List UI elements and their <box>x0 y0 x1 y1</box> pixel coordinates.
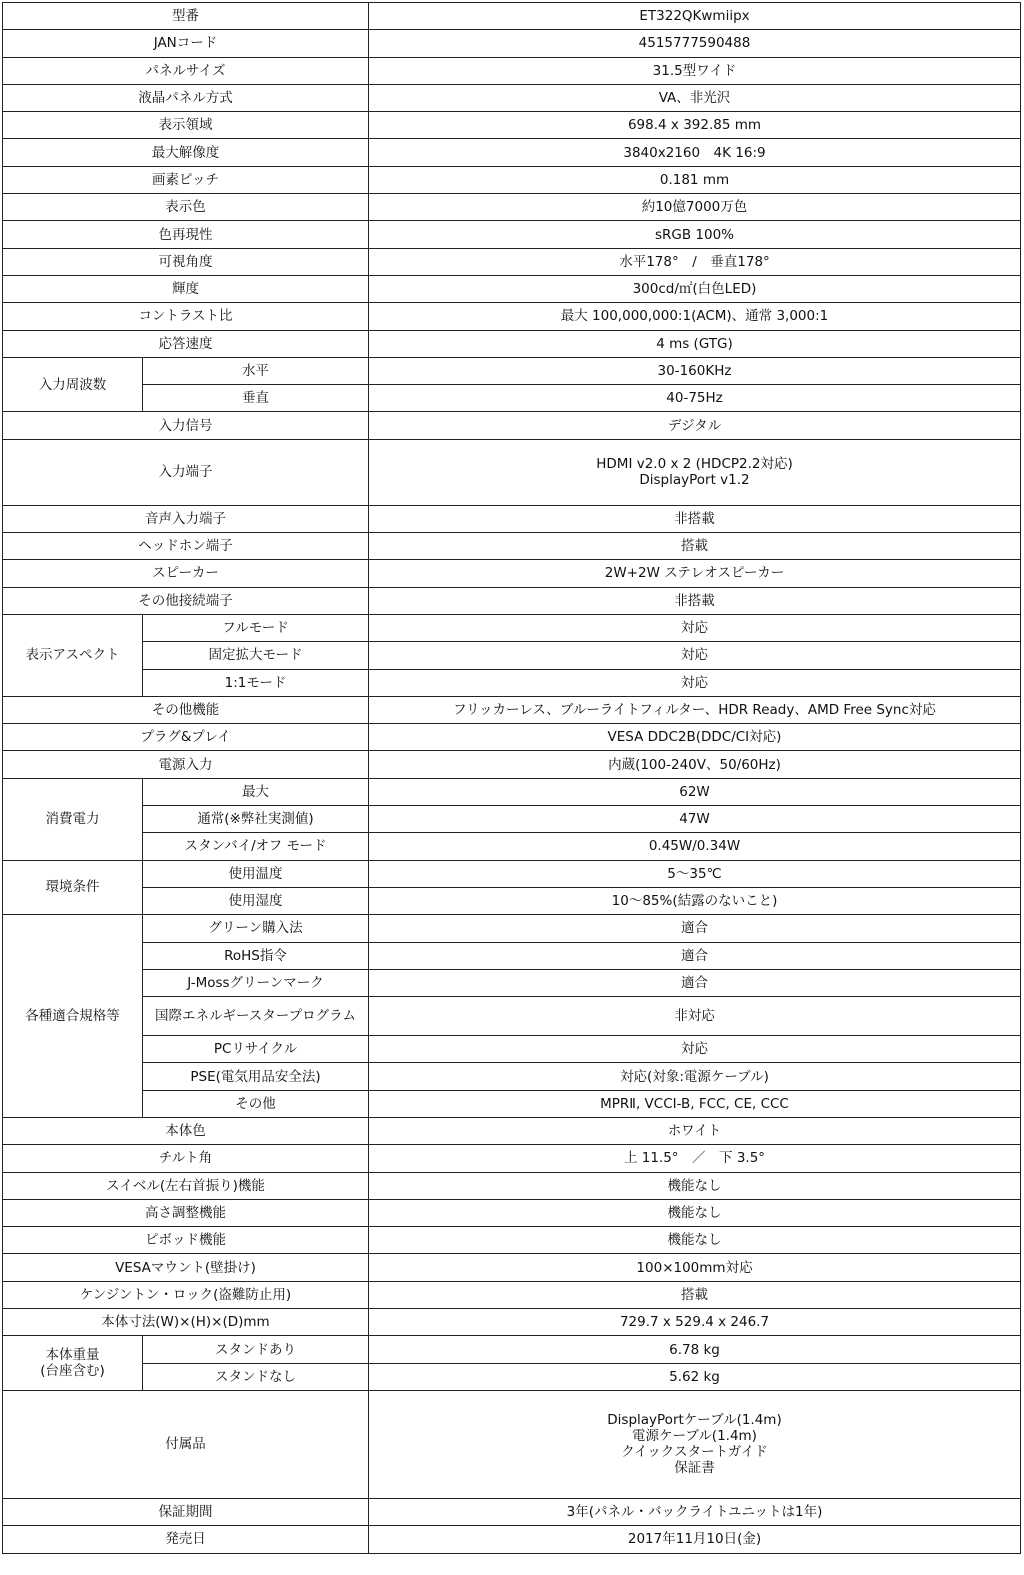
row-rohs <box>3 942 1021 969</box>
row-other-functions <box>3 696 1021 723</box>
spec-label: 本体寸法(W)×(H)×(D)mm <box>3 1309 369 1336</box>
row-audio-input <box>3 505 1021 532</box>
spec-value: デジタル <box>369 412 1021 439</box>
spec-sublabel: 水平 <box>143 357 369 384</box>
row-brightness <box>3 275 1021 302</box>
spec-label: ピボッド機能 <box>3 1227 369 1254</box>
spec-value: 機能なし <box>369 1172 1021 1199</box>
spec-sublabel: 1:1モード <box>143 669 369 696</box>
spec-value: 300cd/㎡(白色LED) <box>369 275 1021 302</box>
row-release-date <box>3 1526 1021 1553</box>
spec-label: 保証期間 <box>3 1498 369 1525</box>
row-contrast <box>3 303 1021 330</box>
group-label-input-frequency: 入力周波数 <box>3 357 143 412</box>
spec-value <box>369 1390 1021 1498</box>
group-label-environment: 環境条件 <box>3 860 143 915</box>
weight-label-line: (台座含む) <box>40 1363 105 1380</box>
spec-value: 40-75Hz <box>369 385 1021 412</box>
spec-label: プラグ&プレイ <box>3 724 369 751</box>
row-env-humidity <box>3 887 1021 914</box>
row-power-normal <box>3 806 1021 833</box>
row-input-terminal <box>3 439 1021 505</box>
spec-label: 応答速度 <box>3 330 369 357</box>
row-panel-type <box>3 84 1021 111</box>
row-height-adjust <box>3 1199 1021 1226</box>
row-response-time <box>3 330 1021 357</box>
row-pc-recycle <box>3 1036 1021 1063</box>
spec-value: 内蔵(100-240V、50/60Hz) <box>369 751 1021 778</box>
spec-sublabel: グリーン購入法 <box>143 915 369 942</box>
spec-value: 対応 <box>369 642 1021 669</box>
spec-value: 62W <box>369 778 1021 805</box>
spec-value: 729.7 x 529.4 x 246.7 <box>369 1309 1021 1336</box>
spec-label: スピーカー <box>3 560 369 587</box>
spec-label: 本体色 <box>3 1117 369 1144</box>
spec-value: 対応 <box>369 1036 1021 1063</box>
group-label-power-consumption: 消費電力 <box>3 778 143 860</box>
spec-label: 画素ピッチ <box>3 166 369 193</box>
row-display-area <box>3 112 1021 139</box>
row-power-standby <box>3 833 1021 860</box>
spec-label: 入力端子 <box>3 439 369 505</box>
spec-value: 47W <box>369 806 1021 833</box>
row-headphone <box>3 533 1021 560</box>
spec-label: スイベル(左右首振り)機能 <box>3 1172 369 1199</box>
row-vesa-mount <box>3 1254 1021 1281</box>
terminal-line: HDMI v2.0 x 2 (HDCP2.2対応) <box>596 456 793 473</box>
spec-sublabel: RoHS指令 <box>143 942 369 969</box>
spec-label: 型番 <box>3 3 369 30</box>
spec-value: 約10億7000万色 <box>369 194 1021 221</box>
row-input-signal <box>3 412 1021 439</box>
spec-value: 適合 <box>369 915 1021 942</box>
spec-label: チルト角 <box>3 1145 369 1172</box>
spec-label: 付属品 <box>3 1390 369 1498</box>
row-tilt <box>3 1145 1021 1172</box>
row-env-temperature <box>3 860 1021 887</box>
spec-value: 適合 <box>369 969 1021 996</box>
row-body-color <box>3 1117 1021 1144</box>
row-aspect-fixed <box>3 642 1021 669</box>
spec-value: 非対応 <box>369 997 1021 1036</box>
row-aspect-1to1 <box>3 669 1021 696</box>
accessory-item: 電源ケーブル(1.4m) <box>632 1428 757 1445</box>
spec-value: フリッカーレス、ブルーライトフィルター、HDR Ready、AMD Free Sync対応 <box>369 696 1021 723</box>
row-dimensions <box>3 1309 1021 1336</box>
spec-value: MPRⅡ, VCCI-B, FCC, CE, CCC <box>369 1090 1021 1117</box>
spec-value: 0.181 mm <box>369 166 1021 193</box>
spec-value: 31.5型ワイド <box>369 57 1021 84</box>
spec-value: ホワイト <box>369 1117 1021 1144</box>
spec-label: パネルサイズ <box>3 57 369 84</box>
row-speaker <box>3 560 1021 587</box>
spec-label: VESAマウント(壁掛け) <box>3 1254 369 1281</box>
spec-sublabel: 垂直 <box>143 385 369 412</box>
spec-sublabel: 最大 <box>143 778 369 805</box>
row-viewing-angle <box>3 248 1021 275</box>
spec-value: 対応(対象:電源ケーブル) <box>369 1063 1021 1090</box>
spec-sublabel: スタンドなし <box>143 1363 369 1390</box>
row-jan <box>3 30 1021 57</box>
spec-value: 4 ms (GTG) <box>369 330 1021 357</box>
spec-value: 機能なし <box>369 1199 1021 1226</box>
spec-value: 水平178° / 垂直178° <box>369 248 1021 275</box>
spec-label: 最大解像度 <box>3 139 369 166</box>
spec-label: 高さ調整機能 <box>3 1199 369 1226</box>
spec-value: 4515777590488 <box>369 30 1021 57</box>
spec-value: 30-160KHz <box>369 357 1021 384</box>
spec-value: 5～35℃ <box>369 860 1021 887</box>
row-plug-and-play <box>3 724 1021 751</box>
row-display-colors <box>3 194 1021 221</box>
spec-value: 2017年11月10日(金) <box>369 1526 1021 1553</box>
spec-value: VESA DDC2B(DDC/CI対応) <box>369 724 1021 751</box>
spec-value: 非搭載 <box>369 505 1021 532</box>
group-label-weight <box>3 1336 143 1391</box>
terminal-line: DisplayPort v1.2 <box>639 472 750 489</box>
row-warranty <box>3 1498 1021 1525</box>
group-label-display-aspect: 表示アスペクト <box>3 614 143 696</box>
row-swivel <box>3 1172 1021 1199</box>
spec-value: 2W+2W ステレオスピーカー <box>369 560 1021 587</box>
spec-label: その他接続端子 <box>3 587 369 614</box>
row-jmoss <box>3 969 1021 996</box>
spec-sublabel: フルモード <box>143 614 369 641</box>
spec-value: 適合 <box>369 942 1021 969</box>
spec-value: 5.62 kg <box>369 1363 1021 1390</box>
spec-label: 電源入力 <box>3 751 369 778</box>
accessory-item: クイックスタートガイド <box>621 1444 768 1461</box>
spec-label: 表示色 <box>3 194 369 221</box>
row-freq-vertical <box>3 385 1021 412</box>
row-freq-horizontal <box>3 357 1021 384</box>
row-accessories <box>3 1390 1021 1498</box>
spec-value: 最大 100,000,000:1(ACM)、通常 3,000:1 <box>369 303 1021 330</box>
row-panel-size <box>3 57 1021 84</box>
spec-value: 698.4 x 392.85 mm <box>369 112 1021 139</box>
spec-sublabel: その他 <box>143 1090 369 1117</box>
spec-label: 輝度 <box>3 275 369 302</box>
spec-value: 6.78 kg <box>369 1336 1021 1363</box>
row-pivot <box>3 1227 1021 1254</box>
accessory-item: 保証書 <box>674 1460 715 1477</box>
row-other-standards <box>3 1090 1021 1117</box>
row-green-purchase <box>3 915 1021 942</box>
row-pixel-pitch <box>3 166 1021 193</box>
spec-value: 3年(パネル・バックライトユニットは1年) <box>369 1498 1021 1525</box>
group-label-compliance: 各種適合規格等 <box>3 915 143 1118</box>
spec-value: 搭載 <box>369 1281 1021 1308</box>
spec-value: 0.45W/0.34W <box>369 833 1021 860</box>
spec-label: ヘッドホン端子 <box>3 533 369 560</box>
spec-label: コントラスト比 <box>3 303 369 330</box>
row-energy-star <box>3 997 1021 1036</box>
spec-value: 100×100mm対応 <box>369 1254 1021 1281</box>
spec-label: 色再現性 <box>3 221 369 248</box>
spec-value: 3840x2160 4K 16:9 <box>369 139 1021 166</box>
spec-sublabel: J-Mossグリーンマーク <box>143 969 369 996</box>
row-max-resolution <box>3 139 1021 166</box>
row-pse <box>3 1063 1021 1090</box>
row-kensington <box>3 1281 1021 1308</box>
spec-label: その他機能 <box>3 696 369 723</box>
spec-value: 上 11.5° ／ 下 3.5° <box>369 1145 1021 1172</box>
spec-label: 液晶パネル方式 <box>3 84 369 111</box>
spec-sublabel: スタンバイ/オフ モード <box>143 833 369 860</box>
spec-value: VA、非光沢 <box>369 84 1021 111</box>
spec-table <box>2 2 1021 1554</box>
spec-sublabel: 通常(※弊社実測値) <box>143 806 369 833</box>
spec-label: JANコード <box>3 30 369 57</box>
spec-label: 表示領域 <box>3 112 369 139</box>
spec-label: 入力信号 <box>3 412 369 439</box>
row-aspect-full <box>3 614 1021 641</box>
spec-sublabel: 使用温度 <box>143 860 369 887</box>
spec-sublabel: PSE(電気用品安全法) <box>143 1063 369 1090</box>
row-weight-stand <box>3 1336 1021 1363</box>
spec-value: 非搭載 <box>369 587 1021 614</box>
spec-label: 発売日 <box>3 1526 369 1553</box>
spec-value: sRGB 100% <box>369 221 1021 248</box>
spec-label: ケンジントン・ロック(盗難防止用) <box>3 1281 369 1308</box>
row-weight-nostand <box>3 1363 1021 1390</box>
spec-sublabel: 固定拡大モード <box>143 642 369 669</box>
spec-sublabel: 使用湿度 <box>143 887 369 914</box>
weight-label-line: 本体重量 <box>45 1347 100 1364</box>
row-model <box>3 3 1021 30</box>
spec-value: 10～85%(結露のないこと) <box>369 887 1021 914</box>
spec-value: 対応 <box>369 669 1021 696</box>
spec-label: 音声入力端子 <box>3 505 369 532</box>
spec-value: ET322QKwmiipx <box>369 3 1021 30</box>
spec-value: 搭載 <box>369 533 1021 560</box>
spec-sublabel: PCリサイクル <box>143 1036 369 1063</box>
spec-value <box>369 439 1021 505</box>
spec-sublabel: スタンドあり <box>143 1336 369 1363</box>
spec-value: 機能なし <box>369 1227 1021 1254</box>
spec-value: 対応 <box>369 614 1021 641</box>
spec-label: 可視角度 <box>3 248 369 275</box>
row-power-max <box>3 778 1021 805</box>
row-other-ports <box>3 587 1021 614</box>
row-color-reproduction <box>3 221 1021 248</box>
spec-sublabel: 国際エネルギースタープログラム <box>143 997 369 1036</box>
row-power-input <box>3 751 1021 778</box>
accessory-item: DisplayPortケーブル(1.4m) <box>607 1412 782 1429</box>
